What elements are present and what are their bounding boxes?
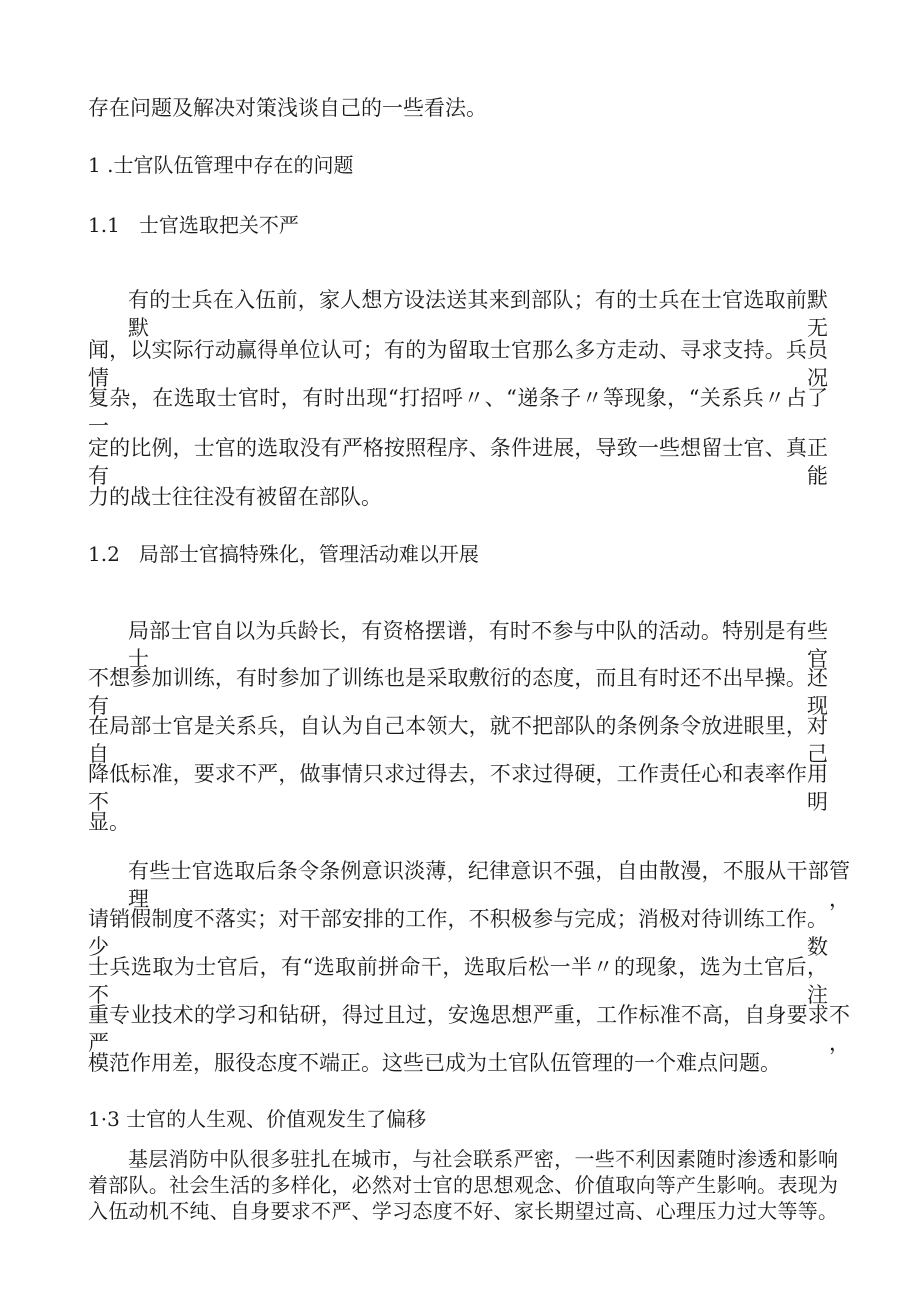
paragraph-1-3-line: 入伍动机不纯、自身要求不严、学习态度不好、家长期望过高、心理压力过大等等。: [88, 1199, 838, 1223]
paragraph-1-2-b-line: 士兵选取为士官后，有“选取前拼命干，选取后松一半〃的现象，选为土官后，不注: [88, 955, 828, 1007]
paragraph-1-2-b-line: 重专业技术的学习和钻研，得过且过，安逸思想严重，工作标准不高，自身要求不严，: [88, 1003, 850, 1055]
paragraph-1-2-b-line: 请销假制度不落实；对干部安排的工作，不积极参与完成；消极对待训练工作。少数: [88, 907, 828, 959]
subsection-1-3-heading: 1·3 士官的人生观、价值观发生了偏移: [88, 1107, 427, 1131]
paragraph-1-2-a-line: 显。: [88, 810, 130, 834]
paragraph-1-1-line: 定的比例，士官的选取没有严格按照程序、条件进展，导致一些想留士官、真正有能: [88, 436, 828, 488]
paragraph-1-3-line: 着部队。社会生活的多样化，必然对士官的思想观念、价值取向等产生影响。表现为: [88, 1173, 838, 1197]
section-1-heading: 1 .士官队伍管理中存在的问题: [88, 153, 354, 177]
paragraph-1-2-a-line: 局部士官自以为兵龄长，有资格摆谱，有时不参与中队的活动。特别是有些士官: [128, 619, 828, 671]
paragraph-1-1-line: 有的士兵在入伍前，家人想方设法送其来到部队；有的士兵在士官选取前默默无: [128, 288, 828, 340]
paragraph-1-2-a-line: 降低标准，要求不严，做事情只求过得去，不求过得硬，工作责任心和表率作用不明: [88, 762, 828, 814]
paragraph-1-1-line: 力的战士往往没有被留在部队。: [88, 485, 382, 509]
paragraph-1-3-line: 基层消防中队很多驻扎在城市，与社会联系严密，一些不利因素随时渗透和影响: [128, 1147, 838, 1171]
paragraph-1-2-a-line: 不想参加训练，有时参加了训练也是采取敷衍的态度，而且有时还不出早操。还有现: [88, 666, 828, 718]
paragraph-1-2-b-line: 模范作用差，服役态度不端正。这些已成为土官队伍管理的一个难点问题。: [88, 1051, 781, 1075]
paragraph-1-2-a-line: 在局部士官是关系兵，自认为自己本领大，就不把部队的条例条令放进眼里，对自己: [88, 714, 828, 766]
paragraph-1-1-line: 复杂，在选取士官时，有时出现“打招呼〃、“递条子〃等现象，“关系兵〃占了一: [88, 386, 828, 438]
subsection-1-1-heading: 1.1 士官选取把关不严: [88, 213, 299, 237]
paragraph-1-2-b-line: 有些士官选取后条令条例意识淡薄，纪律意识不强，自由散漫，不服从干部管理，: [128, 859, 850, 911]
intro-line: 存在问题及解决对策浅谈自己的一些看法。: [88, 96, 487, 120]
subsection-1-2-heading: 1.2 局部士官搞特殊化，管理活动难以开展: [88, 542, 479, 566]
paragraph-1-1-line: 闻，以实际行动赢得单位认可；有的为留取士官那么多方走动、寻求支持。兵员情况: [88, 338, 828, 390]
